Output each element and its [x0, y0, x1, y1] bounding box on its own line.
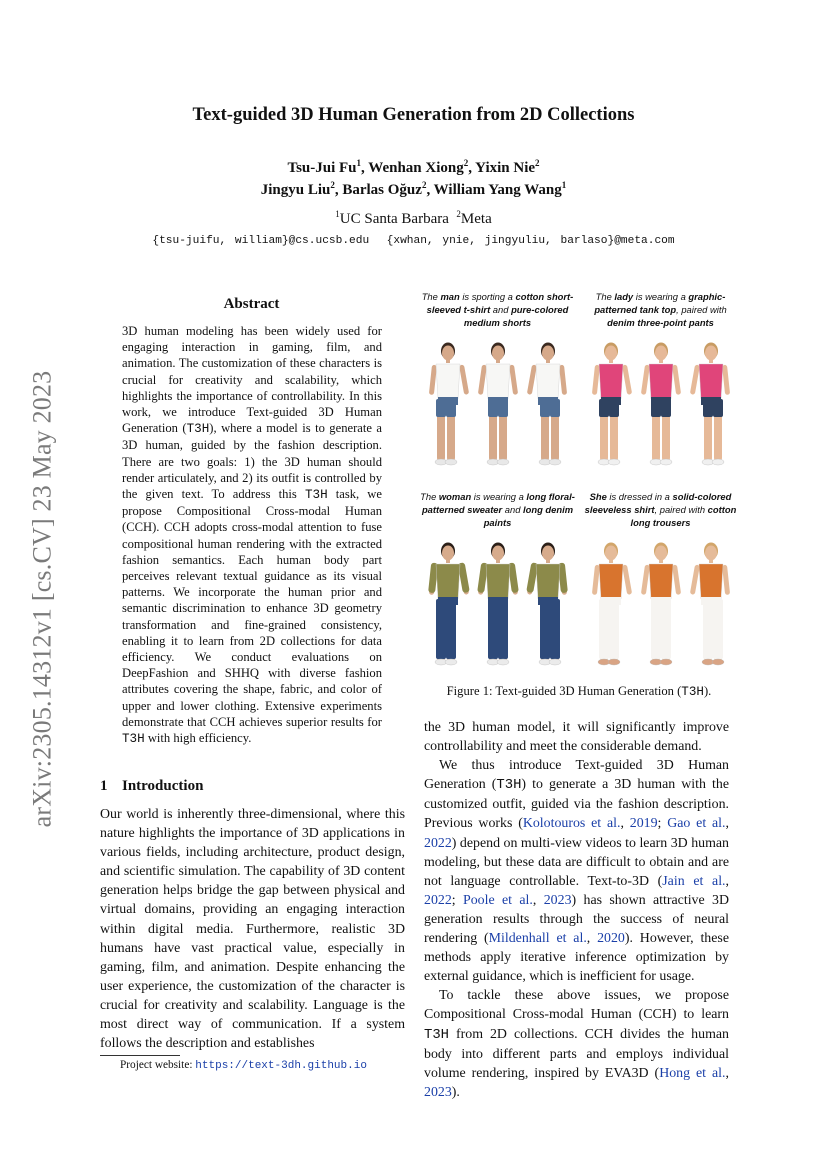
- figure-panel-she: [583, 490, 738, 529]
- task-name: T3H: [424, 1026, 450, 1043]
- email-ucsb: {tsu-juifu, william}@cs.ucsb.edu: [152, 235, 370, 247]
- human-face: [705, 346, 717, 361]
- text-run: The: [421, 291, 441, 302]
- author-name: Tsu-Jui Fu: [287, 160, 357, 176]
- rendered-humans: [420, 337, 575, 472]
- text-run: ).: [451, 1084, 460, 1100]
- human-face: [605, 346, 617, 361]
- human-pants-left: [599, 599, 609, 659]
- project-website-link[interactable]: https://text-3dh.github.io: [195, 1060, 367, 1072]
- task-name: T3H: [122, 732, 145, 747]
- human-shoe-right: [608, 459, 620, 465]
- human-top: [599, 364, 623, 399]
- human-pants-right: [609, 599, 619, 659]
- human-neck: [496, 559, 500, 563]
- emphasis: graphic-patterned tank top: [594, 291, 726, 315]
- human-face: [442, 346, 454, 361]
- emphasis: long denim paints: [483, 504, 574, 528]
- human-arm-right: [672, 365, 681, 395]
- task-name: T3H: [496, 777, 522, 794]
- human-arm-right: [672, 565, 681, 595]
- figure-1: [420, 290, 738, 700]
- human-face: [655, 346, 667, 361]
- text-run: is dressed in a: [606, 491, 673, 502]
- human-top: [536, 364, 560, 399]
- human-neck: [609, 359, 613, 363]
- author-affiliation-sup: 2: [330, 180, 335, 190]
- human-pants-right: [550, 399, 560, 417]
- human-top: [599, 564, 623, 599]
- human-pants-left: [436, 399, 446, 417]
- human-pants-left: [540, 399, 550, 417]
- paragraph: [424, 718, 729, 756]
- human-shoe-right: [712, 659, 724, 665]
- citation-link[interactable]: 2023: [543, 892, 572, 908]
- human-top: [486, 564, 510, 599]
- human-pants-right: [498, 399, 508, 417]
- authors-line-2: Jingyu Liu$^2$, Barlas Oğuz$^2$, William Yang Wang$^1$: [260, 180, 567, 198]
- footnote-label: Project website:: [120, 1059, 196, 1071]
- citation-link[interactable]: 2022: [424, 892, 452, 908]
- text-run: We thus introduce Text-guided 3D Human Generation (: [424, 758, 729, 793]
- text-run: Figure 1: Text-guided 3D Human Generation (: [446, 684, 682, 698]
- author-name: William Yang Wang: [433, 182, 562, 198]
- figure-panel-man: [420, 290, 575, 329]
- text-run: is wearing a: [471, 491, 527, 502]
- human-pants-left: [540, 599, 550, 659]
- human-arm-left: [690, 564, 700, 594]
- human-top: [699, 364, 723, 399]
- human-shoe-right: [660, 459, 672, 465]
- author-affiliation-sup: 2: [421, 180, 427, 190]
- human-shoe-right: [549, 459, 561, 465]
- citation-link[interactable]: Mildenhall et al.: [488, 931, 587, 947]
- human-pants-right: [713, 599, 723, 659]
- human-arm-left: [690, 364, 700, 394]
- human-pants-right: [550, 599, 560, 659]
- email-meta: {xwhan, ynie, jingyuliu, barlaso}@meta.com: [386, 235, 675, 247]
- human-shoe-right: [497, 459, 509, 465]
- affil-2-name: Meta: [460, 211, 492, 227]
- human-figure: [592, 543, 632, 666]
- paragraph: [424, 986, 729, 1102]
- human-neck: [446, 359, 450, 363]
- paragraph: [424, 756, 729, 986]
- human-pants-left: [599, 399, 609, 417]
- text-run: ,: [725, 816, 729, 832]
- human-arm-right: [622, 564, 632, 594]
- text-run: is wearing a: [633, 291, 689, 302]
- panel-caption: [583, 490, 738, 529]
- section-heading-introduction: [100, 778, 203, 795]
- text-run: and: [502, 504, 524, 515]
- right-column-body: [424, 718, 729, 1102]
- human-arm-left: [527, 364, 537, 394]
- text-run: , paired with: [676, 304, 727, 315]
- human-arm-right: [722, 365, 730, 395]
- emphasis: woman: [438, 491, 472, 502]
- human-face: [655, 546, 667, 561]
- human-pants-right: [661, 599, 671, 659]
- human-arm-left: [478, 365, 487, 395]
- affiliations: [100, 209, 727, 228]
- human-figure: [478, 343, 518, 466]
- human-shoe-right: [712, 459, 724, 465]
- human-face: [442, 546, 454, 561]
- human-arm-left: [592, 365, 600, 395]
- human-neck: [496, 359, 500, 363]
- text-run: ;: [657, 816, 668, 832]
- human-pants-right: [661, 399, 671, 417]
- human-figure: [527, 343, 567, 466]
- human-arm-right: [622, 364, 632, 394]
- task-name: T3H: [304, 488, 328, 503]
- human-arm-left: [429, 365, 437, 395]
- human-face: [542, 346, 554, 361]
- human-arm-left: [592, 565, 600, 595]
- human-neck: [709, 359, 713, 363]
- author-affiliation-sup: 1: [356, 158, 362, 168]
- human-figure: [690, 543, 730, 666]
- author-name: Wenhan Xiong: [368, 160, 464, 176]
- human-pants-right: [446, 599, 456, 659]
- citation-link[interactable]: Kolotouros et al.: [522, 816, 621, 832]
- human-pants-left: [488, 599, 498, 659]
- paper-title: Text-guided 3D Human Generation from 2D Collections: [192, 105, 635, 125]
- author-name: Barlas Oğuz: [342, 182, 422, 198]
- text-run: The: [420, 491, 439, 502]
- human-top: [649, 564, 673, 599]
- text-run: ,: [586, 931, 598, 947]
- human-neck: [709, 559, 713, 563]
- human-top: [699, 564, 723, 599]
- section-title: Introduction: [122, 778, 204, 794]
- human-pants-right: [446, 399, 456, 417]
- human-top: [436, 364, 460, 399]
- text-run: ;: [451, 892, 463, 908]
- human-figure: [690, 343, 730, 466]
- human-neck: [659, 559, 663, 563]
- abstract-heading: Abstract: [223, 296, 280, 312]
- text-run: ,: [620, 816, 630, 832]
- panel-caption: [420, 290, 575, 329]
- citation-link[interactable]: 2019: [629, 816, 658, 832]
- emphasis: denim three-point pants: [607, 317, 714, 328]
- human-pants-left: [488, 399, 498, 417]
- text-run: with high efficiency.: [144, 731, 252, 746]
- footnote: [120, 1059, 367, 1072]
- text-run: ).: [703, 684, 712, 698]
- text-run: ). However, these methods apply iterative inference optimization by external guidance, which is inefficient for usage.: [424, 931, 729, 985]
- text-run: To tackle these above issues, we propose Compositional Cross-modal Human (CCH) to learn: [424, 988, 729, 1023]
- human-arm-right: [509, 365, 518, 395]
- author-affiliation-sup: 2: [535, 158, 540, 168]
- emphasis: lady: [614, 291, 634, 302]
- human-figure: [429, 343, 469, 466]
- panel-caption: [420, 490, 575, 529]
- human-arm-left: [641, 365, 650, 395]
- human-pants-right: [609, 399, 619, 417]
- human-face: [605, 546, 617, 561]
- human-shoe-right: [660, 659, 672, 665]
- text-run: , paired with: [654, 504, 708, 515]
- human-shoe-right: [445, 459, 457, 465]
- text-run: ,: [725, 873, 730, 889]
- human-face: [492, 346, 504, 361]
- citation-link[interactable]: 2022: [424, 835, 452, 851]
- human-pants-left: [703, 599, 713, 659]
- task-name: T3H: [681, 685, 704, 699]
- authors-line-1: Tsu-Jui Fu$^1$, Wenhan Xiong$^2$, Yixin Nie$^2$: [287, 158, 540, 176]
- emphasis: solid-colored sleeveless shirt: [584, 491, 732, 515]
- human-shoe-right: [445, 659, 457, 665]
- abstract-body: [122, 323, 382, 747]
- author-affiliation-sup: 1: [561, 180, 567, 190]
- author-name: Jingyu Liu: [260, 182, 331, 198]
- text-run: 3D human modeling has been widely used for engaging interaction in gaming, film, and animation. The customization of these characters is crucial for creativity and scalability, which highlights the importance of controllability. In this work, we introduce Text-guided 3D Human Generation (: [122, 324, 382, 436]
- human-arm-right: [559, 365, 567, 395]
- human-pants-right: [713, 399, 723, 417]
- figure-panel-lady: [583, 290, 738, 329]
- human-neck: [659, 359, 663, 363]
- human-top: [536, 564, 560, 599]
- rendered-humans: [420, 537, 575, 672]
- human-arm-left: [641, 565, 650, 595]
- human-pants-left: [651, 599, 661, 659]
- figure-panel-woman: [420, 490, 575, 529]
- affil-1-name: UC Santa Barbara: [339, 211, 449, 227]
- text-run: The: [595, 291, 615, 302]
- human-top: [486, 364, 510, 399]
- human-shoe-right: [497, 659, 509, 665]
- emphasis: She: [589, 491, 607, 502]
- human-shoe-right: [549, 659, 561, 665]
- emphasis: man: [440, 291, 460, 302]
- text-run: task, we propose Compositional Cross-modal Human (CCH). CCH adopts cross-modal attention to fuse compositional human rendering with the extracted fashion semantics. Each human body part perceives relevant textual guidance as its visual patterns. We incorporate the human prior and semantic discrimination to enhance 3D geometry transformation and fine-grained consistency, enabling it to learn from 2D collections for data efficiency. We conduct evaluations on DeepFashion and SHHQ with diverse fashion attributes covering the shape, fabric, and color of upper and lower clothing. Extensive experiments demonstrate that CCH achieves superior results for: [122, 487, 382, 729]
- human-pants-left: [651, 399, 661, 417]
- human-arm-right: [722, 565, 730, 595]
- human-neck: [546, 559, 550, 563]
- emphasis: cotton short-sleeved t-shirt: [426, 291, 574, 315]
- human-pants-left: [703, 399, 713, 417]
- human-top: [436, 564, 460, 599]
- arxiv-side-stamp: [27, 352, 57, 846]
- human-figure: [477, 543, 519, 666]
- human-neck: [609, 559, 613, 563]
- section-number: 1: [100, 778, 108, 794]
- emphasis: cotton long trousers: [630, 504, 737, 528]
- human-pants-left: [436, 599, 446, 659]
- text-run: ), where a model is to generate a 3D human, guided by the fashion description. There are two goals: 1) the 3D human should render articulately, and 2) its outfit is controlled by the given text. To address this: [122, 421, 382, 502]
- citation-link[interactable]: Jain et al.: [662, 873, 726, 889]
- text-run: from 2D collections. CCH divides the human body into different parts and employs individual volume rendering, inspired by EVA3D (: [424, 1026, 729, 1081]
- citation-link[interactable]: Poole et al.: [463, 892, 533, 908]
- human-face: [705, 546, 717, 561]
- human-arm-right: [459, 364, 469, 394]
- rendered-humans: [583, 337, 738, 472]
- human-figure: [428, 543, 470, 666]
- human-figure: [641, 543, 681, 666]
- text-run: ,: [532, 892, 544, 908]
- human-neck: [446, 559, 450, 563]
- citation-link[interactable]: Gao et al.: [667, 816, 726, 832]
- author-emails: [100, 235, 727, 247]
- human-neck: [546, 359, 550, 363]
- emphasis: pure-colored medium shorts: [463, 304, 569, 328]
- citation-link[interactable]: Hong et al.: [659, 1065, 726, 1081]
- human-top: [649, 364, 673, 399]
- citation-link[interactable]: 2023: [424, 1084, 452, 1100]
- human-shoe-right: [608, 659, 620, 665]
- text-run: is sporting a: [459, 291, 516, 302]
- human-pants-right: [498, 599, 508, 659]
- text-run: ) to generate a 3D human with the customized outfit, guided via the fashion description. Previous works (: [424, 777, 729, 832]
- text-run: and: [490, 304, 512, 315]
- introduction-body: Our world is inherently three-dimensional, where this nature highlights the importance of 3D applications in various fields, including architecture, product design, and scientific simulation. The capability of 3D content generation helps bridge the gap between physical and virtual domains, providing an engaging interaction within digital media. Furthermore, realistic 3D humans have vast practical value, especially in gaming, film, and animation. Despite enhancing the user experience, the customization of the character is crucial for creativity and scalability. Language is the most direct way of communication. If a system follows the description and establishes: [100, 807, 405, 1052]
- human-figure: [592, 343, 632, 466]
- text-run: ) depend on multi-view videos to learn 3D human modeling, but these data are difficult to obtain and are not language controllable. Text-to-3D (: [424, 835, 729, 889]
- task-name: T3H: [186, 422, 210, 437]
- figure-caption: [420, 684, 738, 699]
- arxiv-id-text: arXiv:2305.14312v1 [cs.CV] 23 May 2023: [27, 370, 56, 828]
- text-run: ,: [725, 1065, 729, 1081]
- emphasis: long floral-patterned sweater: [421, 491, 575, 515]
- author-affiliation-sup: 2: [463, 158, 469, 168]
- affil-1-sup: 1: [335, 209, 340, 219]
- human-figure: [641, 343, 681, 466]
- human-face: [542, 546, 554, 561]
- citation-link[interactable]: 2020: [597, 931, 625, 947]
- rendered-humans: [583, 537, 738, 672]
- author-name: Yixin Nie: [475, 160, 536, 176]
- human-face: [492, 546, 504, 561]
- human-figure: [526, 543, 568, 666]
- text-run: ) has shown attractive 3D generation results through the success of neural rendering (: [424, 892, 730, 947]
- footnote-rule: [100, 1055, 180, 1056]
- panel-caption: [583, 290, 738, 329]
- affil-2-sup: 2: [456, 209, 461, 219]
- text-run: the 3D human model, it will significantly improve controllability and meet the considerable demand.: [424, 720, 729, 755]
